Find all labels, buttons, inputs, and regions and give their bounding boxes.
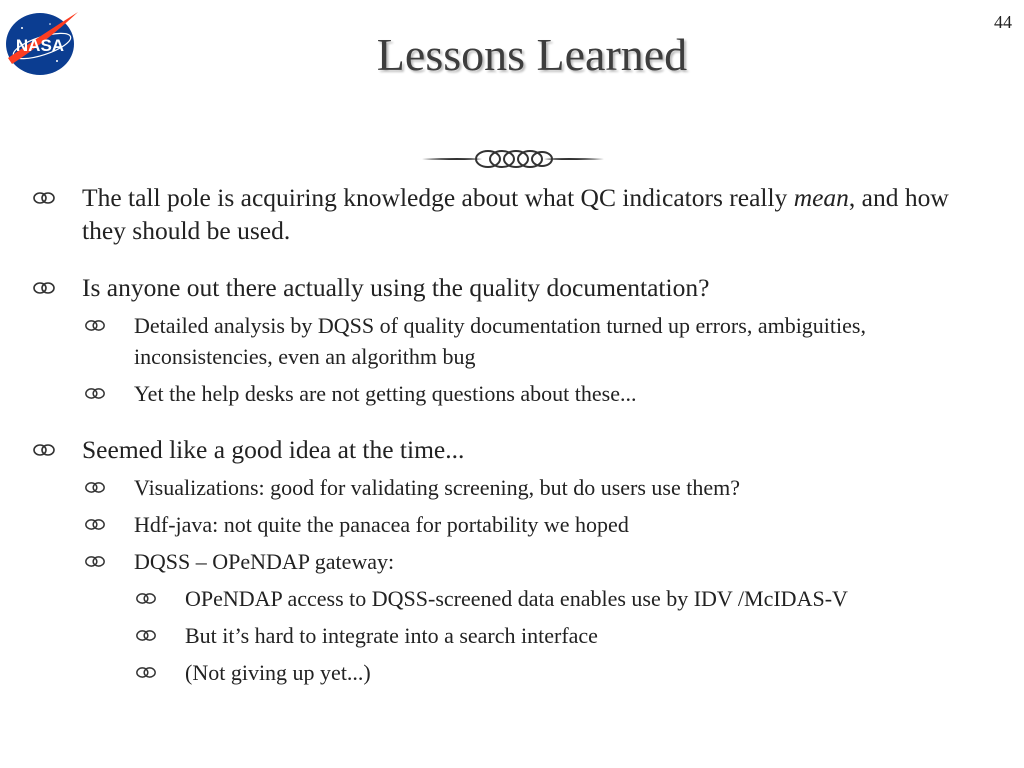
sub-bullet-item	[30, 546, 990, 577]
sub-bullet-item	[30, 310, 990, 372]
svg-text:NASA: NASA	[15, 36, 65, 55]
bullet-text: But it’s hard to integrate into a search interface	[185, 623, 598, 648]
flourish-divider-icon	[422, 146, 604, 172]
quaver-bullet-icon	[84, 518, 106, 531]
bullet-text: DQSS – OPeNDAP gateway:	[134, 549, 395, 574]
sub-sub-bullet-item	[30, 620, 990, 651]
bullet-item	[30, 181, 990, 247]
bullet-text: Visualizations: good for validating screening, but do users use them?	[134, 475, 740, 500]
emphasis-text: mean	[793, 183, 849, 212]
slide-number: 44	[994, 12, 1012, 32]
sub-sub-bullet-item	[30, 657, 990, 688]
quaver-bullet-icon	[84, 387, 106, 400]
bullet-item	[30, 433, 990, 466]
bullet-text: (Not giving up yet...)	[185, 660, 371, 685]
bullet-text: OPeNDAP access to DQSS-screened data enables use by IDV /McIDAS-V	[185, 586, 848, 611]
slide-title: Lessons Learned	[376, 29, 688, 80]
quaver-bullet-icon	[84, 481, 106, 494]
bullet-text: Detailed analysis by DQSS of quality documentation turned up errors, ambiguities, inconsistencies, even an algorithm bug	[134, 313, 866, 369]
bullet-text-continued: , and how they should be used.	[82, 183, 949, 245]
sub-sub-bullet-item	[30, 583, 990, 614]
quaver-bullet-icon	[135, 666, 157, 679]
sub-bullet-item	[30, 378, 990, 409]
quaver-bullet-icon	[32, 281, 56, 295]
quaver-bullet-icon	[135, 592, 157, 605]
bullet-text: Seemed like a good idea at the time...	[82, 435, 465, 464]
quaver-bullet-icon	[84, 555, 106, 568]
quaver-bullet-icon	[32, 443, 56, 457]
sub-bullet-item	[30, 509, 990, 540]
bullet-text: The tall pole is acquiring knowledge about what QC indicators really	[82, 183, 794, 212]
bullet-text: Hdf-java: not quite the panacea for portability we hoped	[134, 512, 629, 537]
bullet-item	[30, 271, 990, 304]
bullet-text: Is anyone out there actually using the quality documentation?	[82, 273, 710, 302]
quaver-bullet-icon	[84, 319, 106, 332]
bullet-text: Yet the help desks are not getting questions about these...	[134, 381, 637, 406]
quaver-bullet-icon	[135, 629, 157, 642]
sub-bullet-item	[30, 472, 990, 503]
quaver-bullet-icon	[32, 191, 56, 205]
bullet-list	[30, 181, 990, 688]
